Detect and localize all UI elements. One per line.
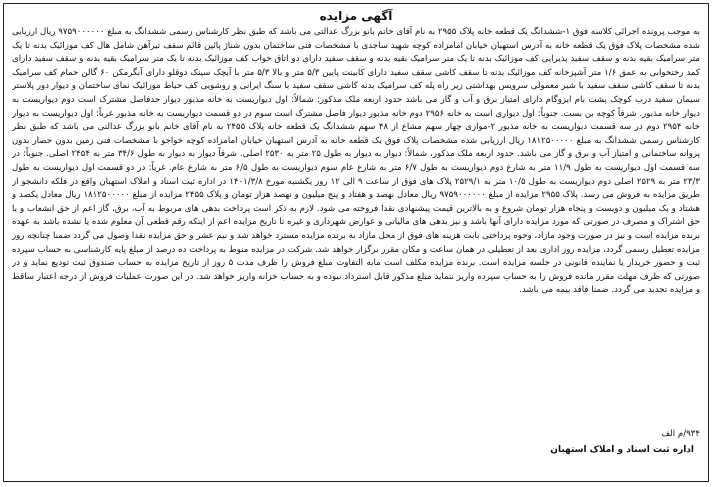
issuer-signature: اداره ثبت اسناد و املاک استهبان — [550, 445, 694, 455]
notice-code: ۹۳۴/م الف — [661, 429, 700, 439]
notice-title: آگهی مزایده — [319, 9, 393, 23]
auction-notice — [3, 3, 709, 482]
notice-body: به موجب پرونده اجرائی کلاسه فوق ۱-ششدانگ یک قطعه خانه پلاک ۲۹۵۵ به نام آقای خانم بانو بزرگ عدالتی می باشد که طبق نظر کارشناس رسمی ششدانگ به مبلغ ۹۷۵۹۰۰۰۰۰۰ ریال ارزیابی شده مشخصات پلاک فوق یک قطعه خانه به آدرس استهبان خیابان امامزاده کوچه شهید ساجدی با مشخصات فنی ساختمان بدون شناژ پائین قائم سقف تیرآهن شامل هال کف موزائیک بدنه تا یک متر سرامیک بقیه بدنه و سقف سفید پذیرایی کف موزائیک بدنه تا یک متر سرامیک بقیه بدنه و سقف سفید دارای دو اتاق خواب کف موزائیک بدنه تا یک متر سرامیک بقیه بدنه و سقف سفید دارای کمد رختخوابی به عمق ۱/۶ متر آشپزخانه کف موزائیک بدنه تا سقف کاشی سقف سفید دارای کابینت پایین ۵/۳ متر و بالا ۵/۳ متر با آبچک سینک دوقلو دارای آبگرمکن ۶۰ گالن حمام کف سرامیک بدنه تا سقف کاشی سقف سفید با شیر معمولی سرویس بهداشتی زیر راه پله کف سرامیک بدنه کاشی سقف سفید با سنگ ایرانی و روشویی کف حیاط موزائیک نمای ساختمان و دیوار دور پلاستر سیمان سفید درب کوچک پشت بام ایزوگام دارای امتیاز برق و آب و گاز می باشد حدود اربعه ملک مذکور: شمالاً: اول دیواریست به خانه مذبور دیوار حدفاصل مشترک است دوم دیواریست به دیوار خانه مذبور. شرقاً کوچه بن بست. جنوباً: اول دیواری است به خانه ۲۹۵۶ دوم خانه مذبور دیوار فاصل مشترک است سوم در دو قسمت دیواریست به خانه مذبور غرباً: اول دیواریست به دیوار خانه ۲۹۵۴ دوم در سه قسمت دیواریست به خانه مذبور ۲-موازی چهار سهم مشاع از ۴۸ سهم ششدانگ یک قطعه خانه پلاک ۲۴۵۵ به نام آقای خانم بانو بزرگ عدالتی می باشد که طبق نظر کارشناس رسمی ششدانگ به مبلغ ۱۸۱۲۵۰۰۰۰۰ ریال ارزیابی شده مشخصات پلاک فوق یک قطعه خانه به آدرس استهبان خیابان امامزاده کوچه خواجو با مشخصات فنی زمین بدون حصار بدون پروانه ساختمانی و امتیاز آب و برق و گاز می باشد. حدود اربعه ملک مذکور، شمالاً: دیوار به دیوار به طول ۲۵ متر به ۲۵۳۰ اصلی. شرقاً دیوار به دیوار به طول ۳۴/۶ متر به ۲۴۵۴ اصلی. جنوباً: در سه قسمت اول دیواریست به طول ۱۱/۹ متر به شارع دوم دیواریست به طول ۶/۷ متر به شارع عام سوم دیواریست به طول ۶/۵ متر به شارع عام. غرباً: در دو قسمت اول دیواریست به طول ۲۳/۳ متر به ۲۵۲۹ اصلی دوم دیواریست به طول ۱۰/۵ متر به ۲۵۲۹/۱ پلاک های فوق از ساعت ۹ الی ۱۲ روز یکشنبه مورخ ۱۴۰۱/۳/۸ در اداره ثبت اسناد و املاک استهبان واقع در فلکه دانشجو از طریق مزایده به فروش می رسد. پلاک ۲۹۵۵ مزایده از مبلغ ۹۷۵۹۰۰۰۰۰۰ ریال معادل نهصد و هفتاد و پنج میلیون و نهصد هزار تومان و پلاک ۲۴۵۵ مزایده از مبلغ ۱۸۱۲۵۰۰۰۰۰ ریال معادل یکصد و هشتاد و یک میلیون و دویست و پنجاه هزار تومان شروع و به بالاترین قیمت پیشنهادی نقدا فروخته می شود. لازم به ذکر است پرداخت بدهی های مربوط به آب، برق، گاز اعم از حق انشعاب و یا حق اشتراک و مصرف در صورتی که مورد مزایده دارای آنها باشد و نیز بدهی های مالیاتی و عوارض شهرداری و غیره تا تاریخ مزایده اعم از اینکه رقم قطعی آن معلوم شده یا نشده باشد به عهده برنده مزایده است و نیز در صورت وجود مازاد، وجوه پرداختی بابت هزینه های فوق از محل مازاد به برنده مزایده مسترد خواهد شد و نیم عشر و حق مزایده نقدا وصول می گردد ضمنا چنانچه روز مزایده تعطیل رسمی گردد، مزایده روز اداری بعد از تعطیلی در همان ساعت و مکان مقرر برگزار خواهد شد. شرکت در مزایده منوط به پرداخت ده درصد از مبلغ پایه کارشناسی به حساب سپرده ثبت و حضور خریدار یا نماینده قانونی در جلسه مزایده است. برنده مزایده مکلف است مابه التفاوت مبلغ فروش را ظرف مدت ۵ روز از تاریخ مزایده به حساب صندوق ثبت تودیع نماید و در صورتی که ظرف مهلت مقرر مانده فروش را به حساب سپرده واریز ننماید مبلغ مذکور قابل استرداد نبوده و به حساب خزانه واریز خواهد شد. در این صورت عملیات فروش از درجه اعتبار ساقط و مزایده تجدید می گردد. ضمنا فاقد بیمه می باشد. — [12, 27, 700, 296]
